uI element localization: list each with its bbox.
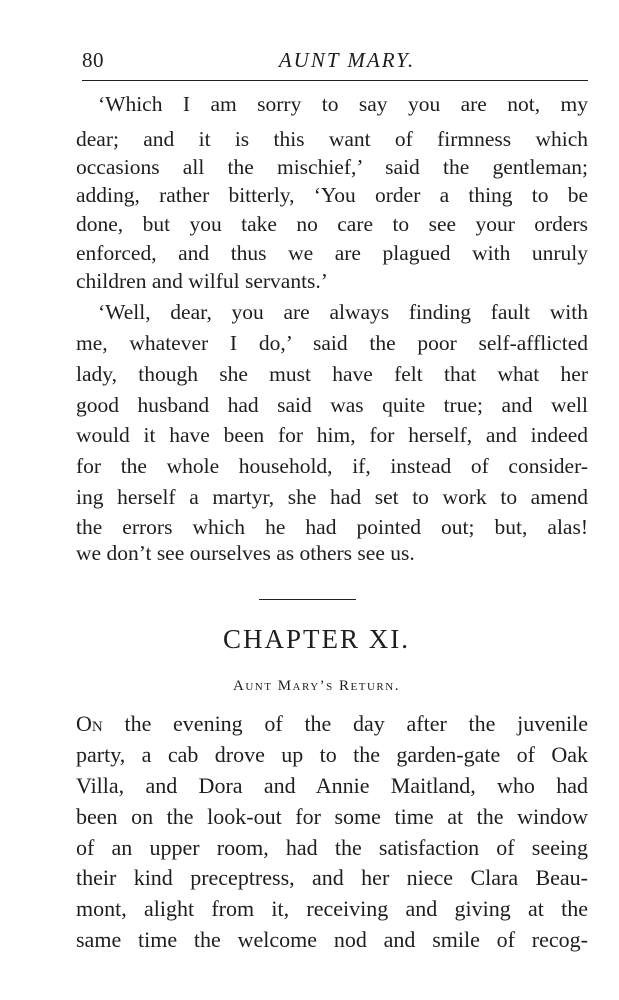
chapter-divider-rule [259, 599, 356, 600]
text-line: good husband had said was quite true; and well [76, 393, 588, 417]
text-line: children and wilful servants.’ [76, 269, 328, 293]
text-line: of an upper room, had the satisfaction of seeing [76, 835, 588, 860]
text-line: same time the welcome nod and smile of recog- [76, 927, 588, 952]
text-line: done, but you take no care to see your orders [76, 212, 588, 236]
text-line: been on the look-out for some time at the window [76, 804, 588, 829]
text-line: lady, though she must have felt that what her [76, 362, 588, 386]
opening-word: On [76, 711, 103, 736]
text-line: me, whatever I do,’ said the poor self-afflicted [76, 331, 588, 355]
chapter-heading: CHAPTER XI. [222, 624, 410, 654]
text-line: ‘Well, dear, you are always finding fault with [98, 300, 588, 324]
page-number: 80 [82, 48, 104, 72]
text-line: party, a cab drove up to the garden-gate of Oak [76, 742, 588, 767]
text-line: ing herself a martyr, she had set to work to amend [76, 485, 588, 509]
running-title: AUNT MARY. [278, 48, 416, 72]
text-line: enforced, and thus we are plagued with unruly [76, 241, 588, 265]
text-line: would it have been for him, for herself, and indeed [76, 423, 588, 447]
text-line: dear; and it is this want of firmness which [76, 127, 588, 151]
page-header [70, 42, 588, 72]
header-rule [82, 80, 588, 81]
text-line: for the whole household, if, instead of consider- [76, 454, 588, 478]
chapter-subtitle: Aunt Mary’s Return. [233, 678, 400, 694]
text-line: ‘Which I am sorry to say you are not, my [98, 92, 588, 116]
text-line: mont, alight from it, receiving and giving at the [76, 896, 588, 921]
text-line: adding, rather bitterly, ‘You order a thing to be [76, 183, 588, 207]
text-line: Villa, and Dora and Annie Maitland, who had [76, 773, 588, 798]
text-line: their kind preceptress, and her niece Clara Beau- [76, 865, 588, 890]
text-line: occasions all the mischief,’ said the gentleman; [76, 155, 588, 179]
text-line: the errors which he had pointed out; but, alas! [76, 515, 588, 539]
text-line: we don’t see ourselves as others see us. [76, 541, 415, 565]
text-line: On the evening of the day after the juvenile [76, 711, 588, 736]
